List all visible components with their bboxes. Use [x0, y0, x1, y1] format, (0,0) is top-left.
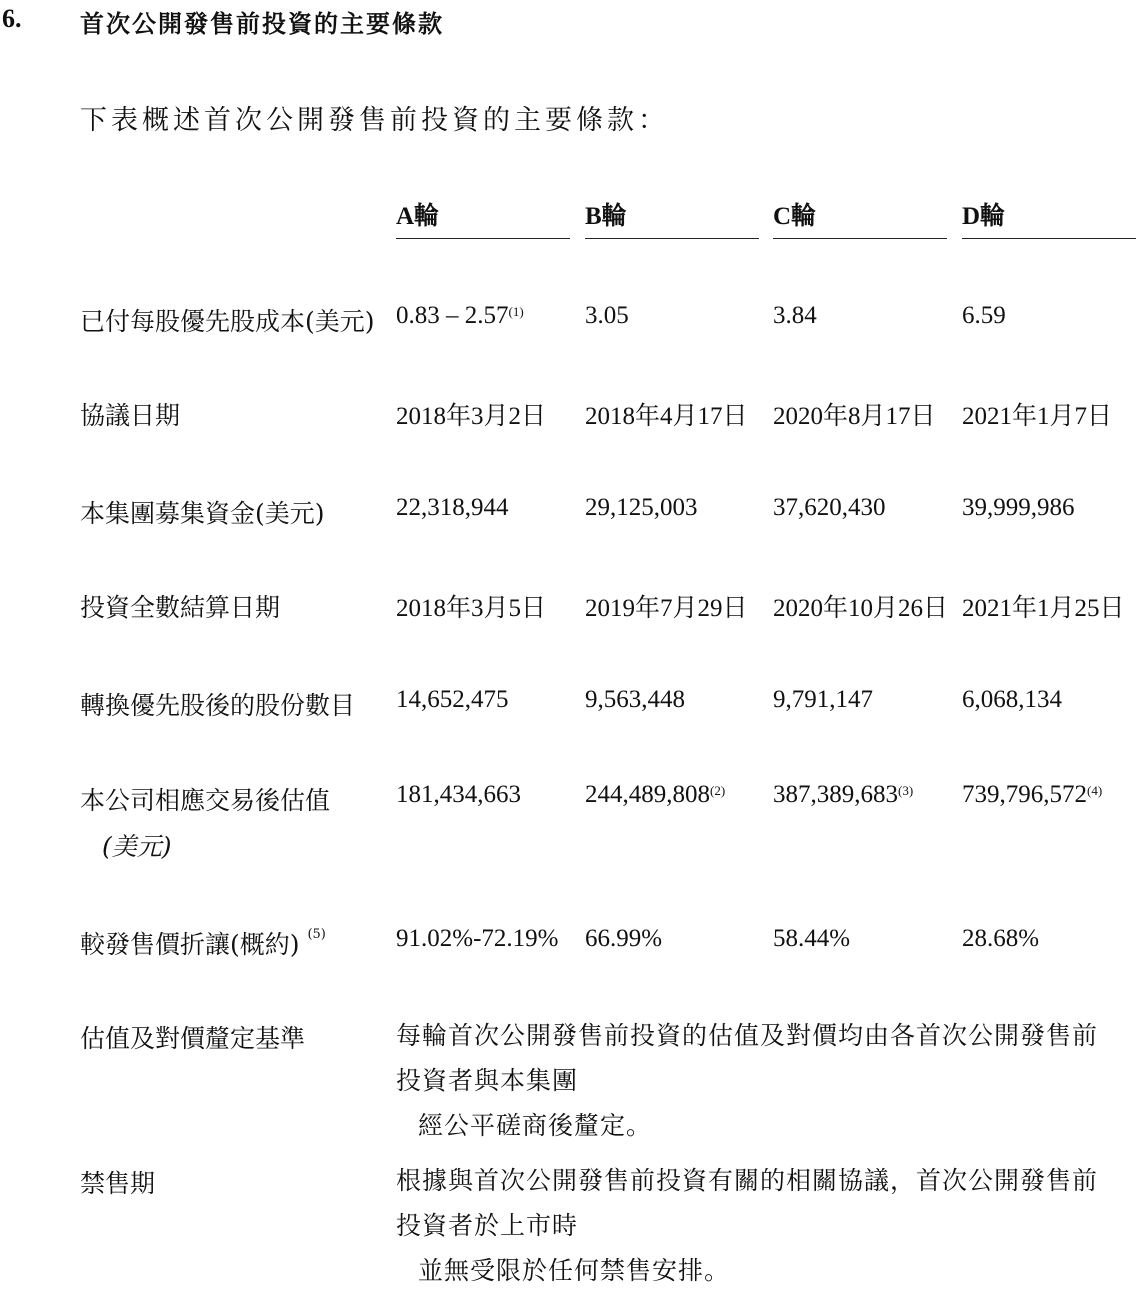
table-cell: 39,999,986: [962, 494, 1075, 521]
footnote-marker: (4): [1087, 783, 1103, 798]
lockup-period-text: 根據與首次公開發售前投資有關的相關協議，首次公開發售前投資者於上市時 並無受限於任何禁售安排。: [396, 1166, 1099, 1285]
row-label-discount-to-offer-price: 較發售價折讓(概約) $^{(5)}$: [80, 927, 326, 959]
table-cell: 2018年3月2日: [396, 403, 547, 430]
row-label-post-money-valuation: 本公司相應交易後估值 (美元): [80, 786, 331, 861]
row-label-settlement-date: 投資全數結算日期: [80, 593, 281, 622]
table-cell: 2021年1月25日: [962, 595, 1125, 622]
table-cell: 2020年10月26日: [773, 595, 949, 622]
table-cell: 739,796,572$^{(4)}$: [962, 781, 1103, 808]
table-cell: 14,652,475: [396, 686, 509, 713]
intro-paragraph: 下表概述首次公開發售前投資的主要條款：: [80, 105, 669, 136]
valuation-basis-text: 每輪首次公開發售前投資的估值及對價均由各首次公開發售前投資者與本集團 經公平磋商後釐定。: [396, 1021, 1099, 1140]
column-header-round-d: D輪: [962, 196, 1136, 239]
row-label-funds-raised: 本集團募集資金(美元): [80, 499, 325, 528]
footnote-marker: (5): [307, 927, 326, 942]
footnote-marker: (1): [508, 304, 524, 319]
column-header-round-b: B輪: [585, 196, 759, 239]
table-cell: 6.59: [962, 302, 1006, 329]
table-cell: 387,389,683$^{(3)}$: [773, 781, 914, 808]
table-cell: 91.02%-72.19%: [396, 925, 559, 952]
section-number: 6.: [2, 4, 22, 33]
row-label-unit: (美元): [102, 832, 172, 861]
table-cell: 22,318,944: [396, 494, 509, 521]
table-cell: 181,434,663: [396, 781, 521, 808]
row-label-shares-after-conversion: 轉換優先股後的股份數目: [80, 691, 356, 720]
footnote-marker: (3): [898, 783, 914, 798]
table-cell: 28.68%: [962, 925, 1040, 952]
table-cell: 58.44%: [773, 925, 851, 952]
table-cell: 3.84: [773, 302, 817, 329]
row-label-lockup-period: 禁售期: [80, 1169, 156, 1198]
section-title: 首次公開發售前投資的主要條款: [80, 10, 444, 38]
row-label-agreement-date: 協議日期: [80, 401, 181, 430]
table-cell: 29,125,003: [585, 494, 698, 521]
column-header-round-a: A輪: [396, 196, 570, 239]
table-cell: 9,563,448: [585, 686, 685, 713]
table-cell: 3.05: [585, 302, 629, 329]
table-cell: 2019年7月29日: [585, 595, 748, 622]
table-cell: 2018年4月17日: [585, 403, 748, 430]
table-cell: 37,620,430: [773, 494, 886, 521]
table-cell: 2020年8月17日: [773, 403, 936, 430]
table-cell: 244,489,808$^{(2)}$: [585, 781, 726, 808]
table-cell: 2021年1月7日: [962, 403, 1113, 430]
table-cell: 9,791,147: [773, 686, 873, 713]
row-label-cost-per-share: 已付每股優先股成本(美元): [80, 307, 375, 336]
column-header-round-c: C輪: [773, 196, 947, 239]
table-cell: 0.83 – 2.57$^{(1)}$: [396, 302, 524, 329]
footnote-marker: (2): [710, 783, 726, 798]
table-cell: 2018年3月5日: [396, 595, 547, 622]
row-label-valuation-basis: 估值及對價釐定基準: [80, 1024, 306, 1053]
table-cell: 66.99%: [585, 925, 663, 952]
table-cell: 6,068,134: [962, 686, 1062, 713]
